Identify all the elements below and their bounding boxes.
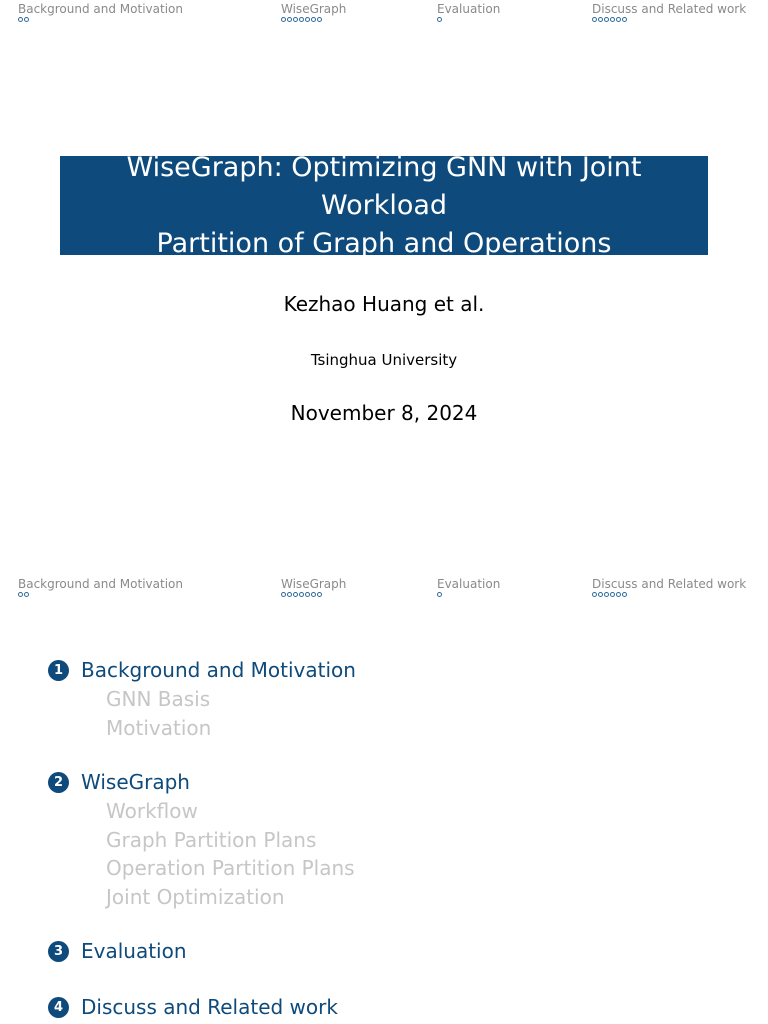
- spacer: [48, 966, 738, 992]
- nav-frame-dot[interactable]: [18, 17, 23, 22]
- nav-dots: [437, 592, 500, 599]
- nav-label: WiseGraph: [281, 2, 347, 16]
- outline-section-4[interactable]: [48, 992, 738, 1022]
- nav-section-background[interactable]: [18, 2, 183, 24]
- nav-label: Evaluation: [437, 577, 501, 591]
- nav-label: WiseGraph: [281, 577, 347, 591]
- nav-dots: [592, 17, 746, 24]
- navigation-bar: [0, 0, 768, 30]
- nav-frame-dot[interactable]: [18, 592, 23, 597]
- navigation-bar: [0, 575, 768, 605]
- outline-subsection[interactable]: Operation Partition Plans: [106, 856, 355, 880]
- title-line-2: Partition of Graph and Operations: [156, 227, 612, 259]
- nav-frame-dot[interactable]: [437, 17, 442, 22]
- nav-frame-dot[interactable]: [24, 17, 29, 22]
- nav-label: Background and Motivation: [18, 2, 183, 16]
- nav-dots: [281, 592, 346, 599]
- section-number-badge: 2: [48, 772, 69, 793]
- nav-label: Discuss and Related work: [592, 2, 747, 16]
- outline-slide: [0, 575, 768, 1024]
- nav-frame-dot[interactable]: [281, 592, 286, 597]
- nav-frame-dot[interactable]: [598, 17, 603, 22]
- institute: Tsinghua University: [310, 351, 458, 369]
- nav-section-wisegraph[interactable]: [281, 577, 346, 599]
- outline-section-3[interactable]: [48, 936, 738, 966]
- section-label: Background and Motivation: [81, 658, 356, 682]
- nav-frame-dot[interactable]: [24, 592, 29, 597]
- nav-frame-dot[interactable]: [305, 17, 310, 22]
- nav-frame-dot[interactable]: [287, 17, 292, 22]
- nav-frame-dot[interactable]: [610, 592, 615, 597]
- nav-frame-dot[interactable]: [604, 592, 609, 597]
- presentation-title: [60, 149, 708, 263]
- nav-frame-dot[interactable]: [317, 17, 322, 22]
- nav-frame-dot[interactable]: [622, 17, 627, 22]
- nav-frame-dot[interactable]: [610, 17, 615, 22]
- date: November 8, 2024: [290, 401, 478, 425]
- nav-label: Background and Motivation: [18, 577, 183, 591]
- nav-dots: [437, 17, 500, 24]
- nav-dots: [281, 17, 346, 24]
- nav-frame-dot[interactable]: [598, 592, 603, 597]
- nav-section-wisegraph[interactable]: [281, 2, 346, 24]
- outline-section-1[interactable]: [48, 655, 738, 685]
- title-box: [60, 151, 708, 259]
- nav-frame-dot[interactable]: [293, 17, 298, 22]
- section-label: Discuss and Related work: [81, 995, 338, 1019]
- nav-section-discuss[interactable]: [592, 577, 746, 599]
- nav-frame-dot[interactable]: [293, 592, 298, 597]
- outline-subsection[interactable]: Graph Partition Plans: [106, 827, 317, 852]
- spacer: [48, 742, 738, 767]
- nav-dots: [18, 592, 183, 599]
- outline-subsection[interactable]: Joint Optimization: [106, 884, 285, 909]
- nav-section-evaluation[interactable]: [437, 577, 500, 599]
- nav-frame-dot[interactable]: [592, 17, 597, 22]
- nav-section-evaluation[interactable]: [437, 2, 500, 24]
- nav-frame-dot[interactable]: [622, 592, 627, 597]
- nav-frame-dot[interactable]: [616, 592, 621, 597]
- nav-frame-dot[interactable]: [299, 592, 304, 597]
- section-number-badge: 4: [48, 997, 69, 1018]
- nav-frame-dot[interactable]: [299, 17, 304, 22]
- spacer: [48, 911, 738, 936]
- outline-subsection[interactable]: Motivation: [106, 715, 212, 740]
- nav-frame-dot[interactable]: [281, 17, 286, 22]
- section-number-badge: 3: [48, 941, 69, 962]
- nav-frame-dot[interactable]: [305, 592, 310, 597]
- section-label: WiseGraph: [81, 770, 190, 794]
- title-line-1: WiseGraph: Optimizing GNN with Joint Workload: [126, 151, 642, 221]
- nav-frame-dot[interactable]: [616, 17, 621, 22]
- nav-frame-dot[interactable]: [317, 592, 322, 597]
- outline-section-2[interactable]: [48, 767, 738, 797]
- nav-frame-dot[interactable]: [287, 592, 292, 597]
- outline-subsection[interactable]: GNN Basis: [106, 687, 211, 711]
- nav-dots: [18, 17, 183, 24]
- nav-label: Evaluation: [437, 2, 501, 16]
- nav-section-discuss[interactable]: [592, 2, 746, 24]
- nav-frame-dot[interactable]: [592, 592, 597, 597]
- outline-subsection[interactable]: Workflow: [106, 799, 198, 823]
- author: Kezhao Huang et al.: [283, 292, 485, 316]
- nav-dots: [592, 592, 746, 599]
- outline-list: [48, 655, 738, 1022]
- nav-frame-dot[interactable]: [604, 17, 609, 22]
- nav-label: Discuss and Related work: [592, 577, 747, 591]
- section-label: Evaluation: [81, 939, 187, 963]
- section-number-badge: 1: [48, 660, 69, 681]
- nav-section-background[interactable]: [18, 577, 183, 599]
- nav-frame-dot[interactable]: [311, 17, 316, 22]
- nav-frame-dot[interactable]: [311, 592, 316, 597]
- nav-frame-dot[interactable]: [437, 592, 442, 597]
